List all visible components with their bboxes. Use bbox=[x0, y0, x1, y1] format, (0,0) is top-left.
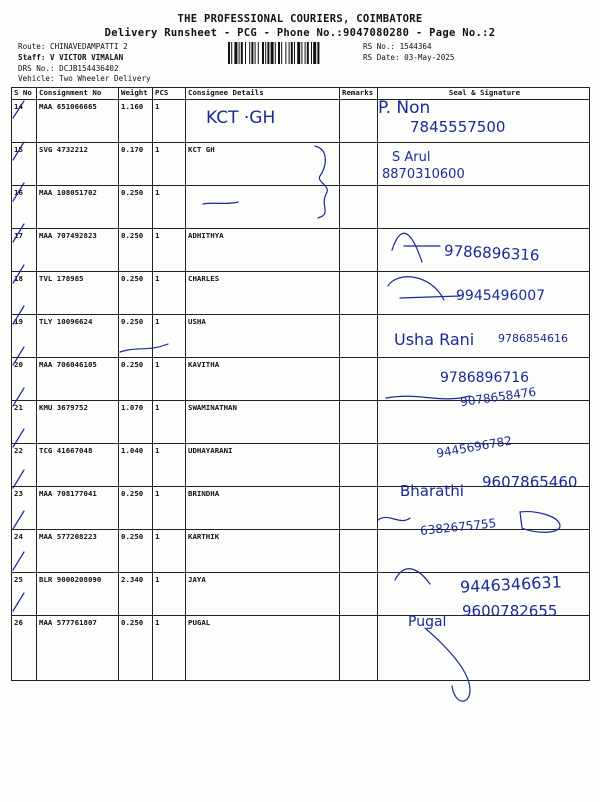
table-row bbox=[12, 315, 590, 358]
cell-pcs: 1 bbox=[153, 100, 186, 143]
cell-pcs: 1 bbox=[153, 272, 186, 315]
staff-label: Staff: V VICTOR VIMALAN bbox=[18, 53, 124, 62]
cell-signature bbox=[378, 186, 590, 229]
col-pcs: PCS bbox=[153, 88, 186, 100]
cell-signature bbox=[378, 315, 590, 358]
cell-remarks bbox=[340, 444, 378, 487]
route-label: Route: CHINAVEDAMPATTI 2 bbox=[18, 42, 128, 51]
phone-number: 9446346631 bbox=[459, 572, 563, 597]
table-row bbox=[12, 573, 590, 616]
cell-pcs: 1 bbox=[153, 530, 186, 573]
cell-remarks bbox=[340, 573, 378, 616]
cell-consignee: KCT GH bbox=[186, 143, 340, 186]
cell-weight: 0.250 bbox=[119, 616, 153, 681]
signature-name: Bharathi bbox=[400, 482, 464, 500]
table-row bbox=[12, 272, 590, 315]
cell-consignee: UDHAYARANI bbox=[186, 444, 340, 487]
cell-weight: 0.250 bbox=[119, 229, 153, 272]
runsheet-table bbox=[11, 87, 590, 681]
table-row bbox=[12, 186, 590, 229]
cell-consignment: SVG 4732212 bbox=[37, 143, 119, 186]
company-name: THE PROFESSIONAL COURIERS, COIMBATORE bbox=[177, 13, 423, 25]
cell-consignee: ADHITHYA bbox=[186, 229, 340, 272]
phone-number: 9600782655 bbox=[462, 602, 558, 620]
cell-sno: 20 bbox=[12, 358, 37, 401]
cell-weight: 1.070 bbox=[119, 401, 153, 444]
col-signature: Seal & Signature bbox=[378, 88, 590, 100]
phone-number: 9786896716 bbox=[440, 370, 530, 386]
col-weight: Weight bbox=[119, 88, 153, 100]
cell-pcs: 1 bbox=[153, 358, 186, 401]
cell-weight: 0.250 bbox=[119, 272, 153, 315]
cell-consignment: BLR 9000208090 bbox=[37, 573, 119, 616]
cell-remarks bbox=[340, 358, 378, 401]
cell-weight: 1.160 bbox=[119, 100, 153, 143]
cell-weight: 0.170 bbox=[119, 143, 153, 186]
cell-consignment: MAA 708177041 bbox=[37, 487, 119, 530]
barcode bbox=[228, 42, 353, 64]
cell-signature bbox=[378, 100, 590, 143]
cell-remarks bbox=[340, 272, 378, 315]
cell-signature bbox=[378, 487, 590, 530]
cell-signature bbox=[378, 573, 590, 616]
cell-consignment: MAA 577208223 bbox=[37, 530, 119, 573]
phone-number: 9945496007 bbox=[456, 288, 546, 304]
cell-pcs: 1 bbox=[153, 143, 186, 186]
cell-sno: 18 bbox=[12, 272, 37, 315]
phone-number: 9786854616 bbox=[498, 332, 568, 345]
cell-signature bbox=[378, 616, 590, 681]
rs-date: RS Date: 03-May-2025 bbox=[363, 53, 455, 62]
cell-remarks bbox=[340, 186, 378, 229]
table-row bbox=[12, 401, 590, 444]
phone-number: 7845557500 bbox=[410, 118, 506, 136]
cell-pcs: 1 bbox=[153, 401, 186, 444]
phone-number: 9445696782 bbox=[435, 433, 513, 461]
cell-weight: 0.250 bbox=[119, 186, 153, 229]
cell-sno: 26 bbox=[12, 616, 37, 681]
runsheet-title: Delivery Runsheet - PCG - Phone No.:9047080280 - Page No.:2 bbox=[104, 27, 496, 39]
cell-signature bbox=[378, 272, 590, 315]
cell-signature bbox=[378, 358, 590, 401]
cell-signature bbox=[378, 530, 590, 573]
cell-consignee: SWAMINATHAN bbox=[186, 401, 340, 444]
table-row bbox=[12, 358, 590, 401]
kct-note: KCT ·GH bbox=[206, 108, 276, 128]
cell-signature bbox=[378, 143, 590, 186]
cell-consignee: CHARLES bbox=[186, 272, 340, 315]
cell-pcs: 1 bbox=[153, 186, 186, 229]
rs-number: RS No.: 1544364 bbox=[363, 42, 432, 51]
cell-pcs: 1 bbox=[153, 444, 186, 487]
cell-sno: 24 bbox=[12, 530, 37, 573]
cell-remarks bbox=[340, 315, 378, 358]
cell-sno: 23 bbox=[12, 487, 37, 530]
cell-pcs: 1 bbox=[153, 487, 186, 530]
cell-remarks bbox=[340, 487, 378, 530]
cell-remarks bbox=[340, 616, 378, 681]
cell-consignee: KAVITHA bbox=[186, 358, 340, 401]
cell-consignee: KARTHIK bbox=[186, 530, 340, 573]
cell-consignee: JAYA bbox=[186, 573, 340, 616]
col-remarks: Remarks bbox=[340, 88, 378, 100]
cell-consignee bbox=[186, 100, 340, 143]
cell-sno: 16 bbox=[12, 186, 37, 229]
cell-consignment: TCG 41667048 bbox=[37, 444, 119, 487]
table-header-row bbox=[12, 88, 590, 100]
table-row bbox=[12, 530, 590, 573]
cell-sno: 22 bbox=[12, 444, 37, 487]
cell-consignee bbox=[186, 186, 340, 229]
cell-signature bbox=[378, 401, 590, 444]
drs-number: DRS No.: DCJB154436402 bbox=[18, 64, 119, 73]
cell-sno: 14 bbox=[12, 100, 37, 143]
cell-pcs: 1 bbox=[153, 573, 186, 616]
cell-weight: 0.250 bbox=[119, 487, 153, 530]
cell-consignment: MAA 577761807 bbox=[37, 616, 119, 681]
table-row bbox=[12, 444, 590, 487]
col-consignment: Consignment No bbox=[37, 88, 119, 100]
cell-consignment: TLY 10096624 bbox=[37, 315, 119, 358]
cell-remarks bbox=[340, 143, 378, 186]
cell-pcs: 1 bbox=[153, 616, 186, 681]
signature-name: P. Non bbox=[378, 98, 431, 118]
cell-consignee: USHA bbox=[186, 315, 340, 358]
col-sno: S No bbox=[12, 88, 37, 100]
cell-weight: 0.250 bbox=[119, 315, 153, 358]
cell-pcs: 1 bbox=[153, 229, 186, 272]
phone-number: 8870310600 bbox=[382, 167, 465, 182]
cell-sno: 21 bbox=[12, 401, 37, 444]
cell-remarks bbox=[340, 229, 378, 272]
cell-consignment: MAA 707492823 bbox=[37, 229, 119, 272]
cell-sno: 19 bbox=[12, 315, 37, 358]
vehicle-label: Vehicle: Two Wheeler Delivery bbox=[18, 74, 151, 83]
cell-signature bbox=[378, 444, 590, 487]
table-row bbox=[12, 229, 590, 272]
cell-consignment: MAA 651066665 bbox=[37, 100, 119, 143]
cell-consignment: MAA 108051702 bbox=[37, 186, 119, 229]
cell-consignment: TVL 178985 bbox=[37, 272, 119, 315]
cell-consignee: PUGAL bbox=[186, 616, 340, 681]
cell-pcs: 1 bbox=[153, 315, 186, 358]
phone-number: 6382675755 bbox=[419, 516, 497, 538]
cell-sno: 17 bbox=[12, 229, 37, 272]
col-consignee: Consignee Details bbox=[186, 88, 340, 100]
signature-name: Usha Rani bbox=[394, 330, 475, 349]
phone-number: 9078658476 bbox=[459, 384, 537, 410]
signature-name: Pugal bbox=[408, 614, 447, 630]
cell-weight: 0.250 bbox=[119, 358, 153, 401]
table-row bbox=[12, 487, 590, 530]
cell-weight: 1.040 bbox=[119, 444, 153, 487]
cell-weight: 0.250 bbox=[119, 530, 153, 573]
table-row bbox=[12, 143, 590, 186]
cell-weight: 2.340 bbox=[119, 573, 153, 616]
phone-number: 9786896316 bbox=[443, 241, 540, 265]
cell-remarks bbox=[340, 100, 378, 143]
table-row bbox=[12, 616, 590, 681]
cell-signature bbox=[378, 229, 590, 272]
table-row bbox=[12, 100, 590, 143]
phone-number: 9607865460 bbox=[482, 473, 578, 491]
cell-consignee: BRINDHA bbox=[186, 487, 340, 530]
cell-remarks bbox=[340, 401, 378, 444]
cell-sno: 25 bbox=[12, 573, 37, 616]
cell-remarks bbox=[340, 530, 378, 573]
cell-sno: 15 bbox=[12, 143, 37, 186]
signature-name: S Arul bbox=[392, 150, 431, 165]
cell-consignment: KMU 3679752 bbox=[37, 401, 119, 444]
cell-consignment: MAA 706046105 bbox=[37, 358, 119, 401]
